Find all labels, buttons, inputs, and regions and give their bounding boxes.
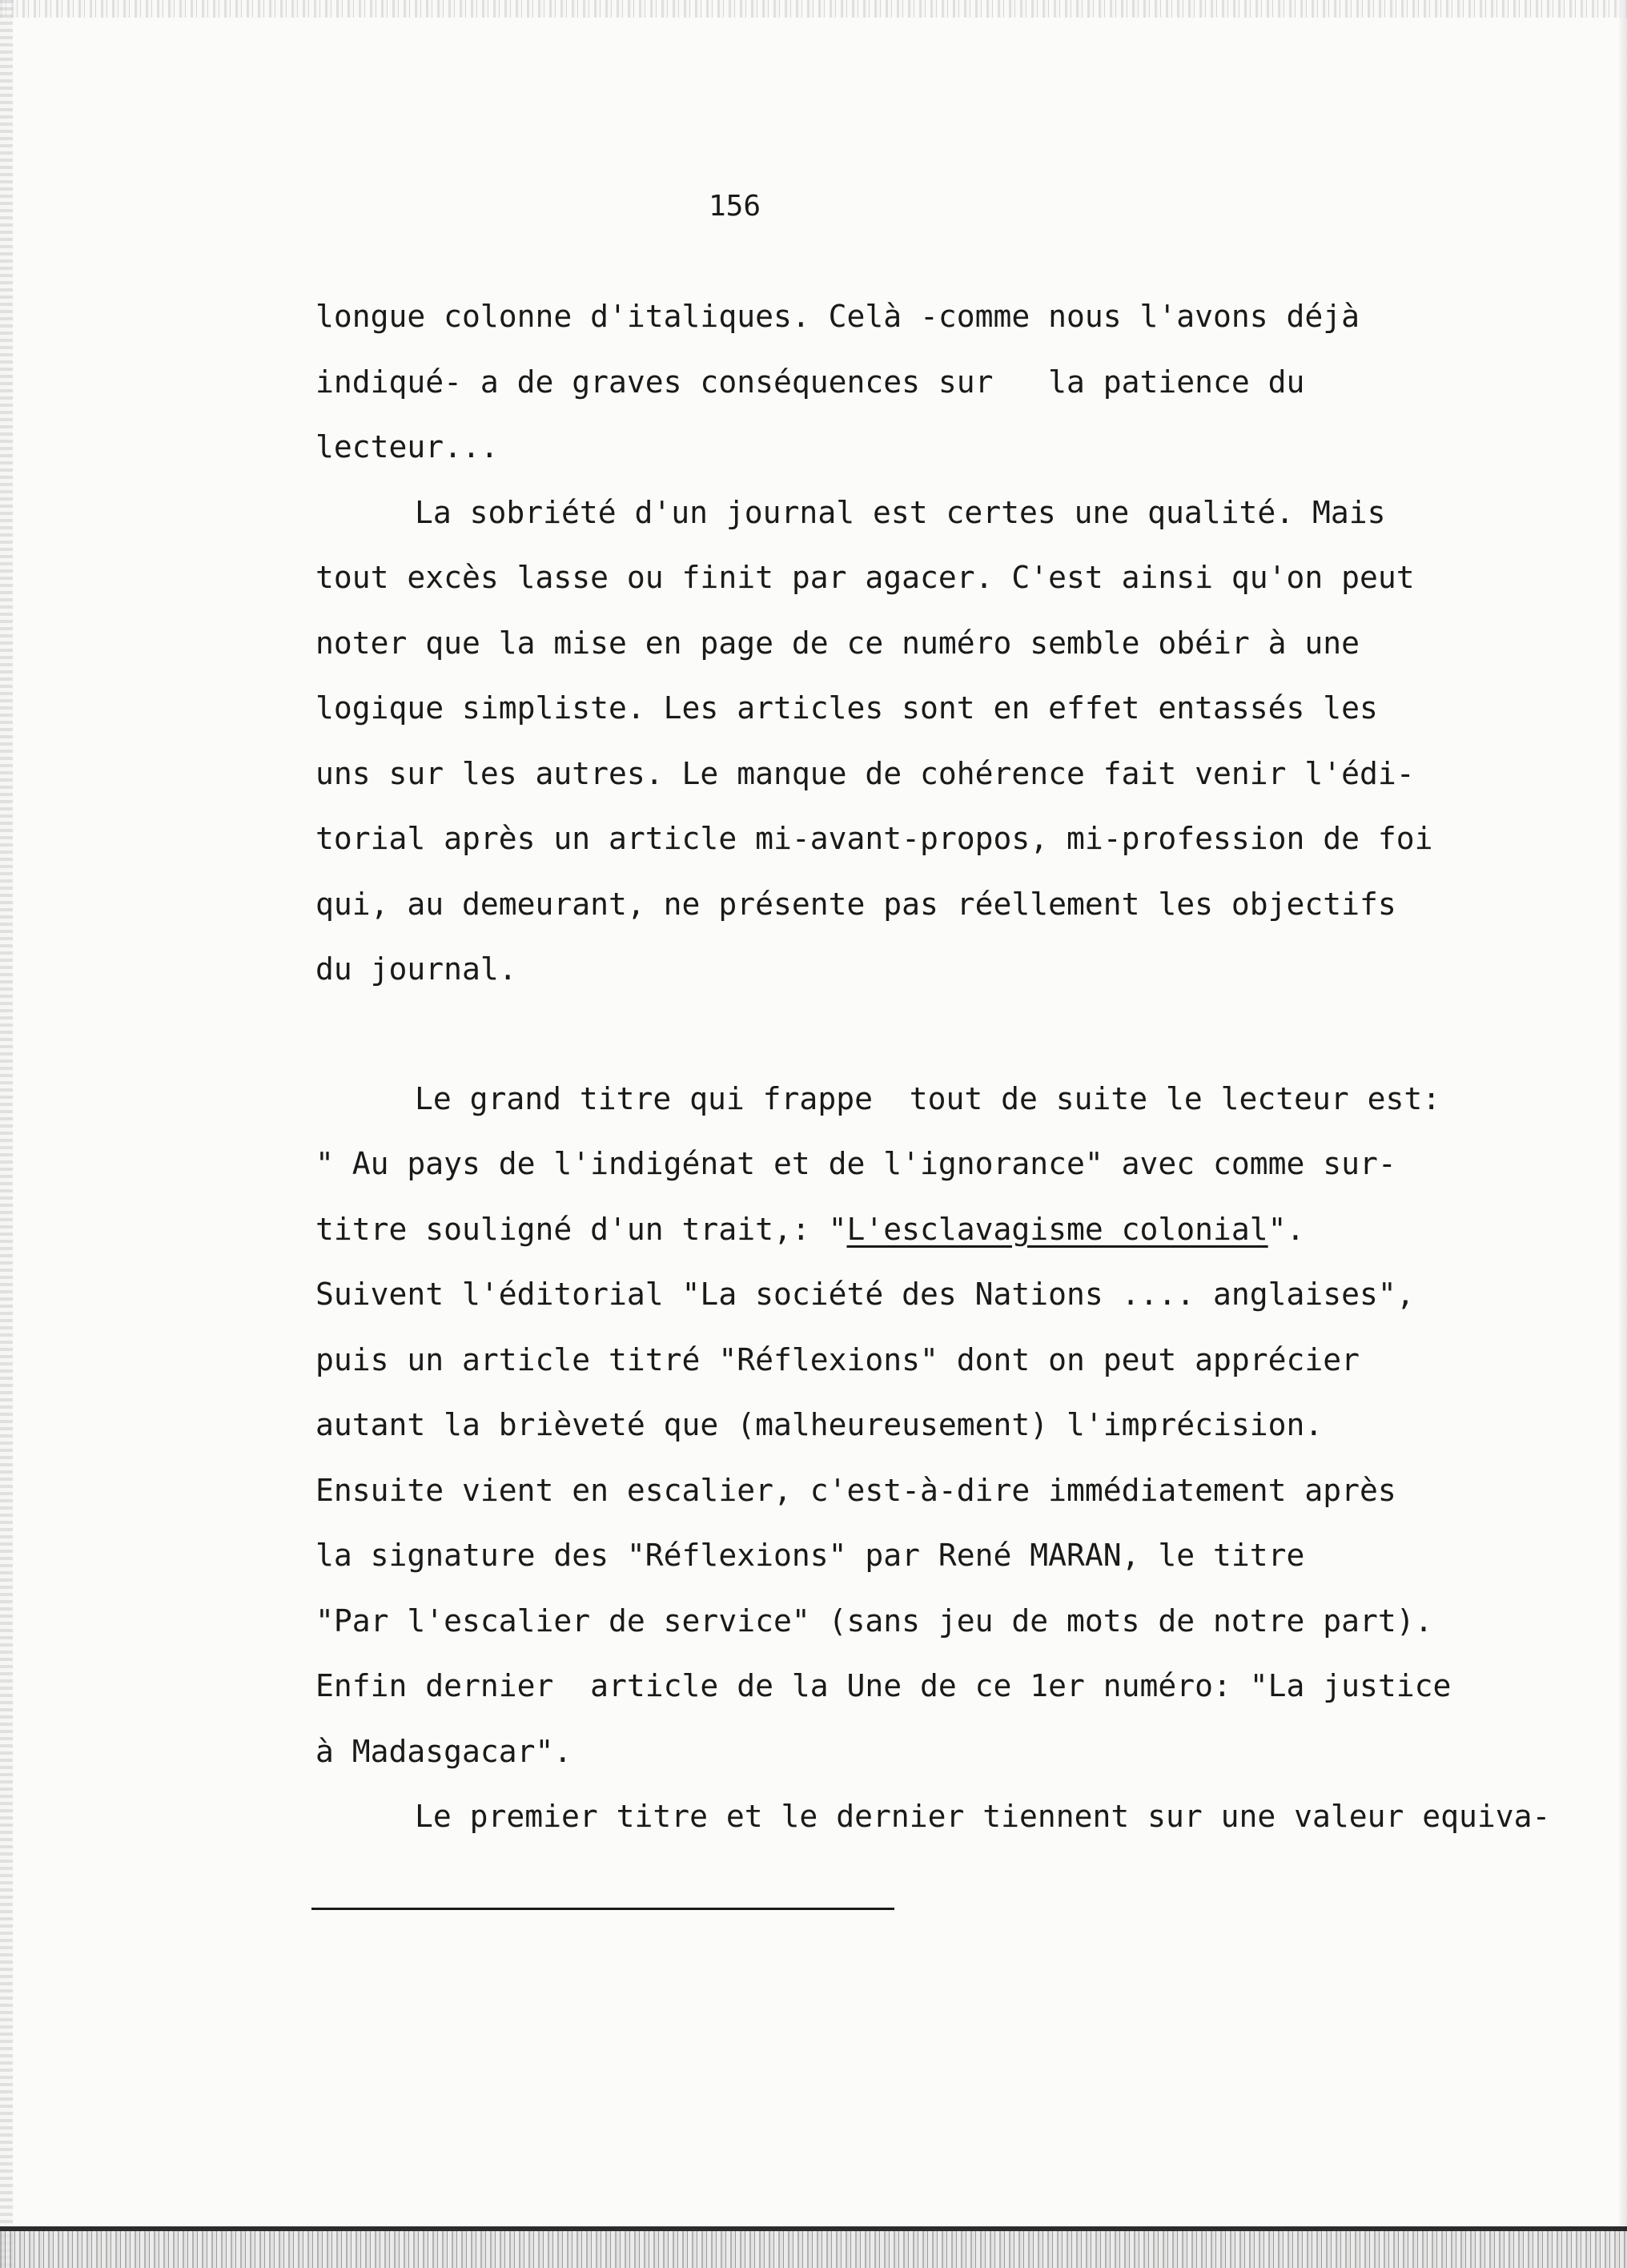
scan-right-edge <box>1619 0 1627 2268</box>
text-line: La sobriété d'un journal est certes une qualité. Mais <box>415 494 1386 530</box>
text-line: tout excès lasse ou finit par agacer. C'est ainsi qu'on peut <box>315 560 1415 595</box>
text-line: Le grand titre qui frappe tout de suite le lecteur est: <box>415 1080 1441 1116</box>
text-line: noter que la mise en page de ce numéro semble obéir à une <box>315 625 1360 661</box>
text-line: logique simpliste. Les articles sont en effet entassés les <box>315 690 1378 726</box>
paragraph-gap <box>315 1003 1565 1067</box>
text-line: autant la brièveté que (malheureusement) l'imprécision. <box>315 1407 1324 1442</box>
scan-top-edge <box>0 0 1627 18</box>
text-line: Suivent l'éditorial "La société des Nations .... anglaises", <box>315 1277 1415 1312</box>
text-line: du journal. <box>315 951 517 987</box>
text-line: "Par l'escalier de service" (sans jeu de mots de notre part). <box>315 1602 1433 1639</box>
page-number: 156 <box>708 190 761 223</box>
text-line: indiqué- a de graves conséquences sur la patience du <box>315 364 1305 400</box>
body-text <box>315 284 1565 1850</box>
text-line: à Madasgacar". <box>315 1733 572 1769</box>
scan-bottom-edge <box>0 2231 1627 2268</box>
text-line: Le premier titre et le dernier tiennent sur une valeur equiva- <box>415 1799 1551 1834</box>
text-line: uns sur les autres. Le manque de cohérence fait venir l'édi- <box>315 755 1415 791</box>
text-line: " Au pays de l'indigénat et de l'ignorance" avec comme sur- <box>315 1146 1396 1181</box>
underlined-title: L'esclavagisme colonial <box>846 1211 1268 1247</box>
footnote-rule <box>311 1908 894 1910</box>
text-segment: ". <box>1267 1211 1305 1247</box>
text-line: torial après un article mi-avant-propos, mi-profession de foi <box>315 821 1433 856</box>
text-line: lecteur... <box>315 429 499 464</box>
text-line: qui, au demeurant, ne présente pas réellement les objectifs <box>315 886 1396 922</box>
text-line: la signature des "Réflexions" par René MARAN, le titre <box>315 1538 1305 1573</box>
text-line: Enfin dernier article de la Une de ce 1er numéro: "La justice <box>315 1668 1452 1703</box>
text-line: puis un article titré "Réflexions" dont on peut apprécier <box>315 1341 1360 1377</box>
text-line <box>315 1197 1565 1263</box>
text-line: longue colonne d'italiques. Celà -comme nous l'avons déjà <box>315 299 1360 334</box>
scan-left-edge <box>0 0 13 2268</box>
text-line: Ensuite vient en escalier, c'est-à-dire immédiatement après <box>315 1472 1396 1508</box>
text-segment: titre souligné d'un trait,: " <box>315 1211 847 1247</box>
